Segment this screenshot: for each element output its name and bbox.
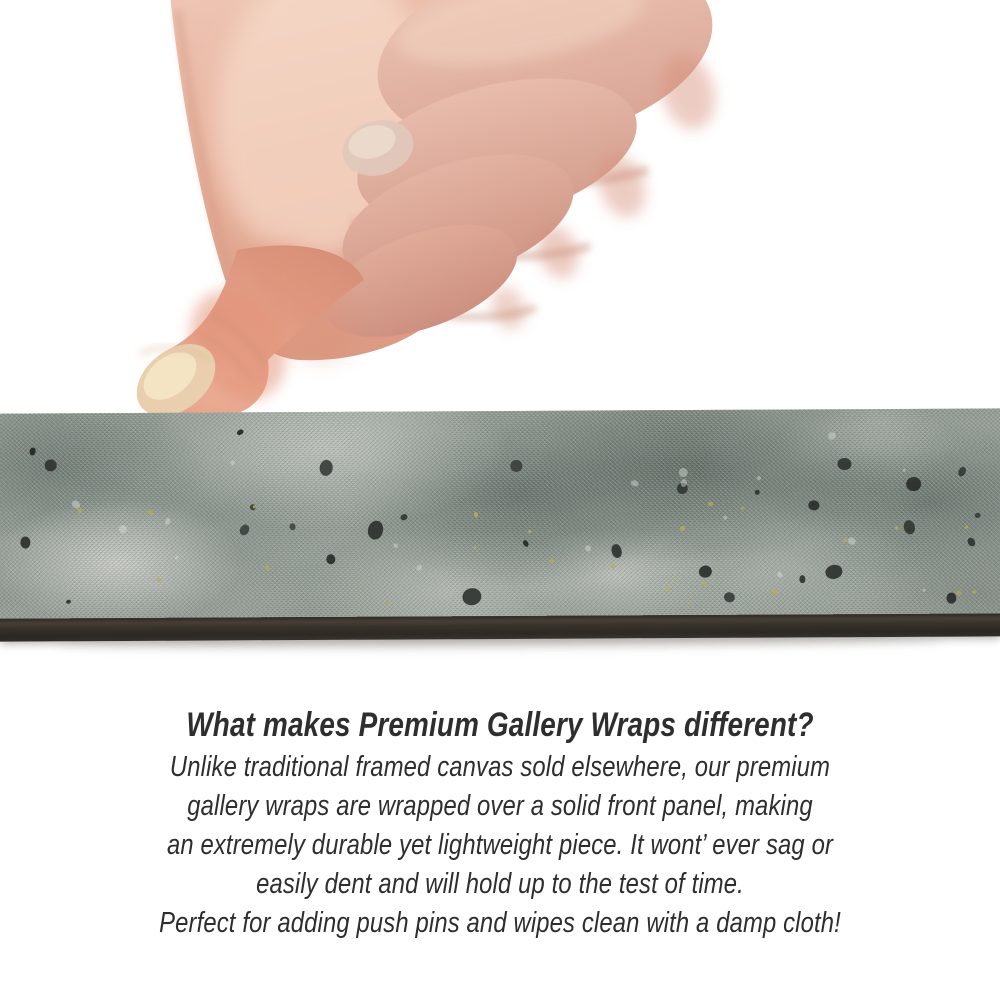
canvas-speck [236,428,245,436]
info-body-line: Unlike traditional framed canvas sold elsewhere, our premium [169,751,831,783]
canvas-speck [461,587,483,608]
canvas-speck [680,526,684,530]
canvas-speck [175,555,180,560]
canvas-speck [550,559,553,562]
canvas-speck [907,476,923,491]
canvas-speck [678,467,689,478]
canvas-speck [958,466,968,478]
canvas-speck [754,489,760,495]
canvas-speck [687,602,690,605]
canvas-speck [974,512,982,519]
canvas-speck [385,601,389,605]
canvas-speck [773,590,778,595]
canvas-speck [393,543,400,549]
canvas-speck [824,563,843,580]
canvas-speck [756,475,762,481]
canvas-speck [846,536,857,547]
canvas-speck [956,590,961,595]
canvas-speck [965,526,968,529]
canvas-speck [827,431,837,441]
info-body-line: Perfect for adding push pins and wipes clean with a damp cloth! [159,907,841,939]
canvas-speck [521,539,529,548]
canvas-speck [776,571,784,579]
canvas-speck [474,546,476,548]
info-body-line: easily dent and will hold up to the test of time. [256,868,744,900]
info-body-line: an extremely durable yet lightweight piece. It wont’ ever sag or [166,829,834,861]
canvas-speck [528,530,531,533]
canvas-speck [28,447,35,456]
canvas-speck [902,469,906,473]
canvas-speck [723,591,736,604]
canvas-speck [231,460,235,465]
canvas-texture [0,408,1000,618]
canvas-speck [630,479,640,487]
canvas-speck [66,599,72,604]
hand-illustration [0,0,1000,420]
canvas-speck [741,507,744,510]
canvas-speck [474,512,479,517]
canvas-speck [511,460,524,473]
canvas-speck [319,459,334,476]
canvas-speck [117,524,128,535]
canvas-speck [366,519,386,541]
canvas-speck [946,593,956,604]
canvas-speck [399,513,408,521]
hand-photo [0,0,1000,420]
canvas-speck [44,459,57,472]
canvas-speck [164,517,171,525]
canvas-speck [799,575,805,583]
canvas-speck [807,500,820,511]
canvas-speck [708,501,712,505]
canvas-speck [922,589,926,593]
canvas-speck [966,536,976,547]
canvas-speck [326,553,336,564]
canvas-speck [265,565,270,570]
canvas-speck [697,564,713,579]
canvas-speck [611,543,624,559]
canvas-speck [903,519,917,536]
canvas-speck [673,579,675,581]
canvas-speck [253,505,256,508]
canvas-speck [157,577,161,581]
canvas-speck [238,523,251,537]
canvas-speck [584,544,592,552]
info-heading: What makes Premium Gallery Wraps different? [186,706,814,744]
canvas-speck [973,590,977,594]
canvas-edge-photo [0,408,1000,641]
info-section [90,702,910,943]
info-body-line: gallery wraps are wrapped over a solid front panel, making [187,790,813,822]
canvas-speck [148,510,153,515]
canvas-speck [722,515,728,521]
canvas-speck [415,564,423,572]
canvas-speck [837,458,851,471]
canvas-speck [895,526,899,530]
canvas-speck [703,582,706,585]
canvas-speck [20,537,31,549]
canvas-speck [77,508,82,513]
canvas-speck [611,564,615,568]
canvas-speck [665,587,670,592]
canvas-speck [289,522,296,530]
